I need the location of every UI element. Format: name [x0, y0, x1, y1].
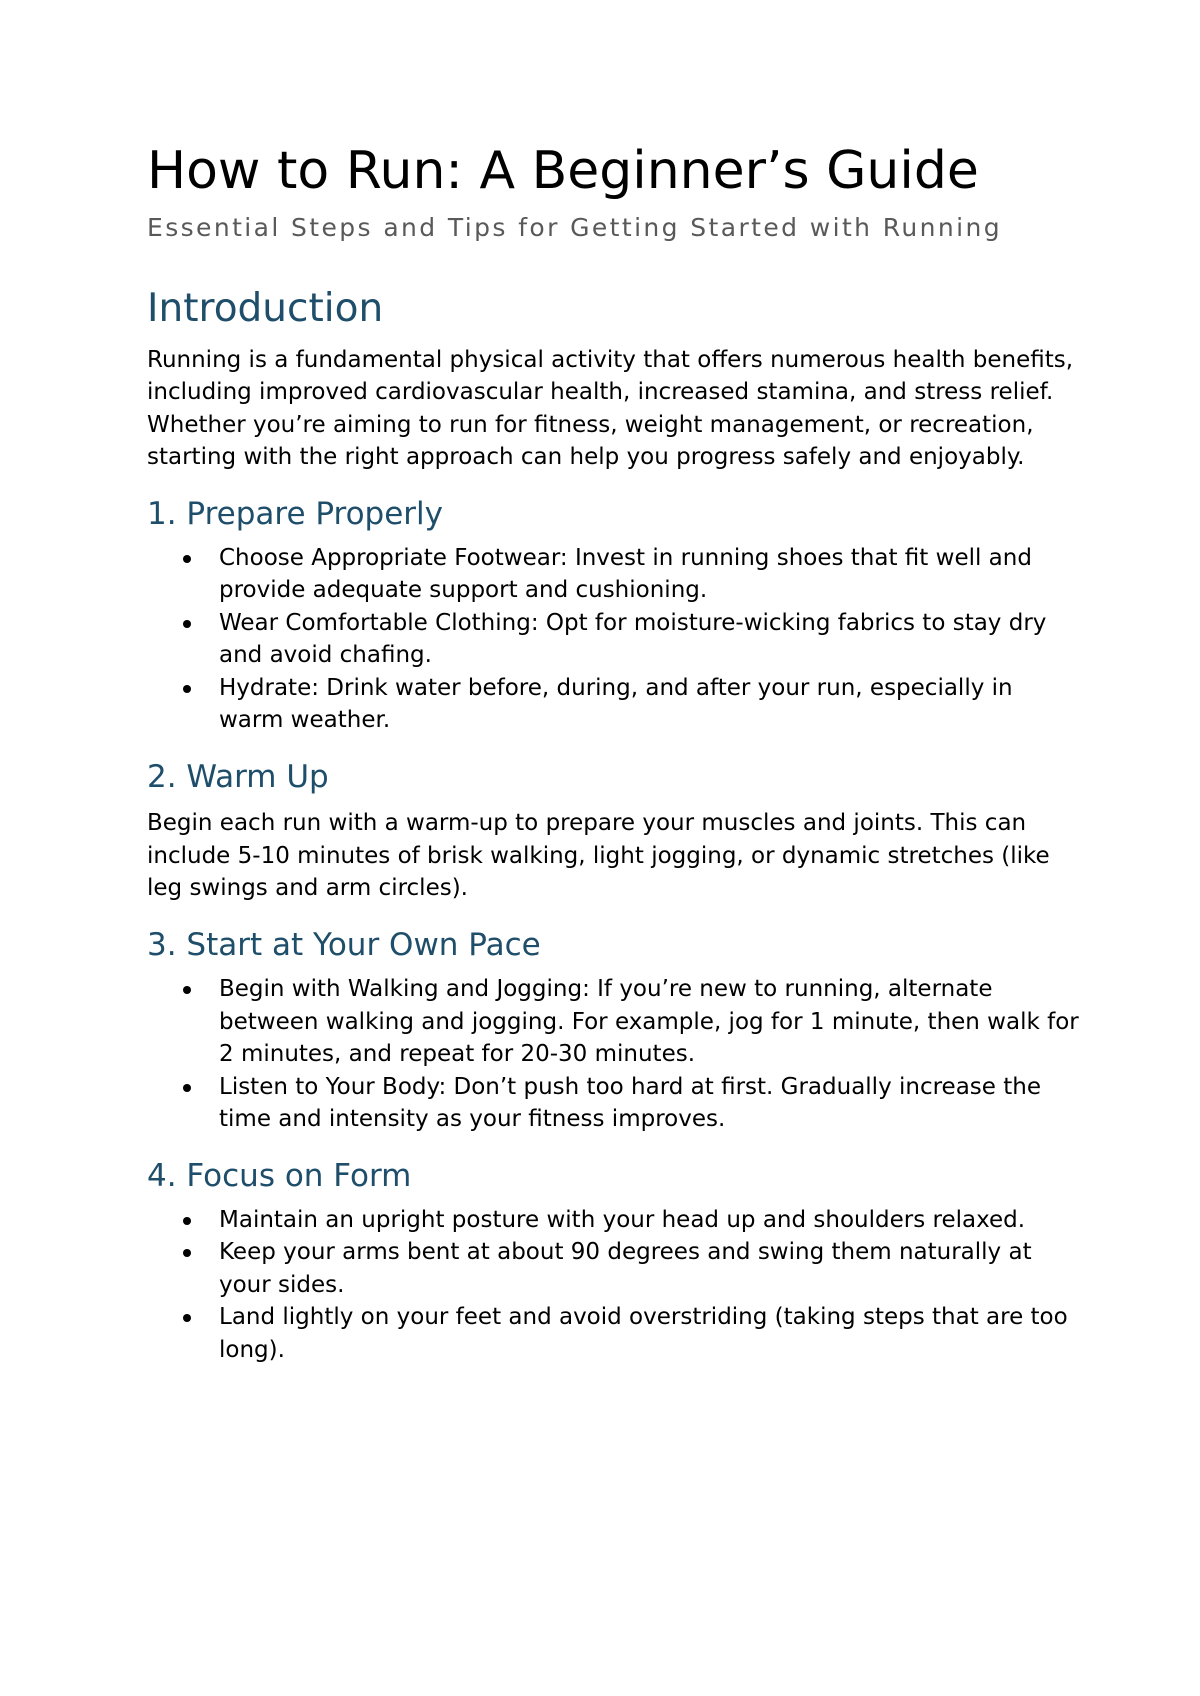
list-item-text: Keep your arms bent at about 90 degrees and swing them naturally at your sides.	[219, 1239, 1032, 1298]
list-item-text: Choose Appropriate Footwear: Invest in running shoes that fit well and provide adequate support and cushioning.	[219, 544, 1032, 604]
list-item	[147, 672, 1080, 737]
introduction-heading: Introduction	[147, 285, 384, 331]
introduction-paragraph: Running is a fundamental physical activity that offers numerous health benefits, including improved cardiovascular health, increased stamina, and stress relief. Whether you’re aiming to run for fitness, weight management, or recreation, starting with the right approach can help you progress safely and enjoyably.	[147, 346, 1074, 471]
bullet-icon	[183, 1314, 191, 1322]
section-heading-warm-up: 2. Warm Up	[147, 758, 329, 795]
bullet-icon	[183, 555, 191, 563]
bullet-list-prepare-properly	[147, 542, 1080, 737]
list-item-text: Wear Comfortable Clothing: Opt for moisture-wicking fabrics to stay dry and avoid chafing.	[219, 609, 1047, 669]
list-item	[147, 1301, 1080, 1366]
list-item-text: Listen to Your Body: Don’t push too hard at first. Gradually increase the time and intensity as your fitness improves.	[219, 1073, 1041, 1133]
list-item	[147, 1236, 1080, 1301]
section-heading-focus-on-form: 4. Focus on Form	[147, 1157, 412, 1194]
bullet-icon	[183, 685, 191, 693]
section-heading-start-at-your-own-pace: 3. Start at Your Own Pace	[147, 926, 541, 963]
list-item-text: Land lightly on your feet and avoid overstriding (taking steps that are too long).	[219, 1304, 1068, 1363]
list-item	[147, 607, 1080, 672]
list-item	[147, 1204, 1080, 1237]
list-item	[147, 1071, 1080, 1136]
list-item	[147, 542, 1080, 607]
bullet-list-focus-on-form	[147, 1204, 1080, 1367]
list-item-text: Begin with Walking and Jogging: If you’re new to running, alternate between walking and jogging. For example, jog for 1 minute, then walk for 2 minutes, and repeat for 20-30 minutes.	[219, 976, 1079, 1068]
list-item-text: Maintain an upright posture with your head up and shoulders relaxed.	[219, 1206, 1026, 1233]
bullet-list-start-at-your-own-pace	[147, 973, 1080, 1136]
bullet-icon	[183, 620, 191, 628]
warm-up-paragraph: Begin each run with a warm-up to prepare your muscles and joints. This can include 5-10 minutes of brisk walking, light jogging, or dynamic stretches (like leg swings and arm circles).	[147, 810, 1050, 902]
bullet-icon	[183, 1084, 191, 1092]
document-title: How to Run: A Beginner’s Guide	[147, 141, 979, 201]
list-item-text: Hydrate: Drink water before, during, and after your run, especially in warm weather.	[219, 674, 1013, 734]
bullet-icon	[183, 1249, 191, 1257]
document-subtitle: Essential Steps and Tips for Getting Started with Running	[147, 213, 1002, 243]
bullet-icon	[183, 986, 191, 994]
list-item	[147, 973, 1080, 1071]
section-heading-prepare-properly: 1. Prepare Properly	[147, 495, 444, 532]
bullet-icon	[183, 1217, 191, 1225]
